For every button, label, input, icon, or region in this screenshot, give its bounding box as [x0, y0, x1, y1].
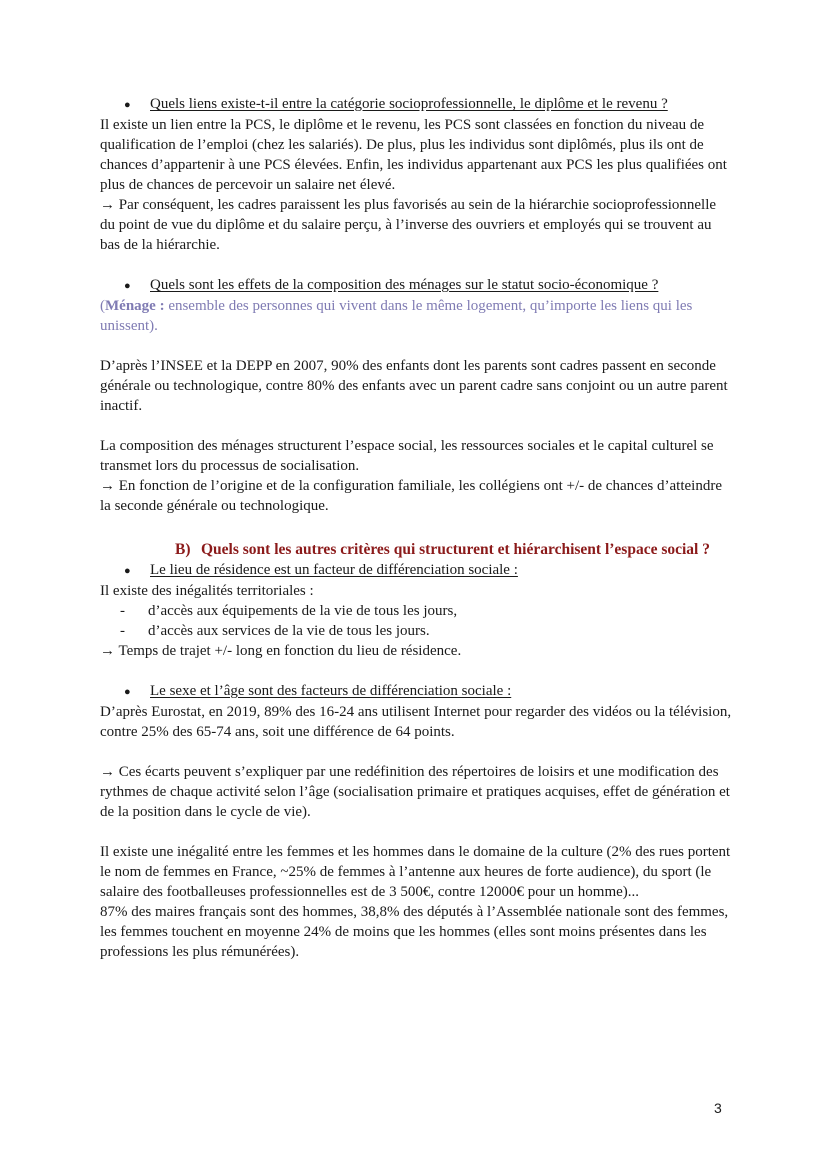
dash-marker: -	[120, 623, 125, 639]
document-page	[100, 94, 732, 962]
section-letter: B)	[175, 541, 191, 558]
question-heading: Le sexe et l’âge sont des facteurs de différenciation sociale :	[150, 683, 512, 699]
question-heading: Le lieu de résidence est un facteur de différenciation sociale :	[150, 562, 518, 578]
bullet-icon: ●	[124, 686, 131, 698]
bullet-icon: ●	[124, 565, 131, 577]
section-title-text: Quels sont les autres critères qui structurent et hiérarchisent l’espace social ?	[201, 541, 710, 558]
paragraph: La composition des ménages structurent l’espace social, les ressources sociales et le capital culturel se transmet lors du processus de socialisation.	[100, 438, 714, 474]
question-lieu-residence	[100, 560, 732, 581]
list-item	[100, 601, 732, 621]
paragraph: 87% des maires français sont des hommes, 38,8% des députés à l’Assemblée nationale sont des femmes, les femmes touchent en moyenne 24% de moins que les hommes (elles sont moins présentes dans les professions les plus rémunérées).	[100, 904, 729, 960]
question-sexe-age	[100, 681, 732, 702]
definition-text: ensemble des personnes qui vivent dans le même logement, qu’importe les liens qui les unissent).	[100, 298, 693, 334]
question-heading: Quels sont les effets de la composition des ménages sur le statut socio-économique ?	[150, 277, 659, 293]
paragraph: → Par conséquent, les cadres paraissent les plus favorisés au sein de la hiérarchie socioprofessionnelle du point de vue du diplôme et du salaire perçu, à l’inverse des ouvriers et employés qui se trouvent au bas de la hiérarchie.	[100, 197, 717, 253]
paragraph: → Ces écarts peuvent s’expliquer par une redéfinition des répertoires de loisirs et une modification des rythmes de chaque activité selon l’âge (socialisation primaire et pratiques acquises, effet de génération et de la position dans le cycle de vie).	[100, 764, 730, 820]
definition-term: Ménage :	[105, 298, 165, 314]
paragraph: Il existe des inégalités territoriales :	[100, 583, 314, 599]
list-item-text: d’accès aux services de la vie de tous les jours.	[148, 623, 430, 639]
section-b-title	[100, 540, 732, 560]
paragraph: → En fonction de l’origine et de la configuration familiale, les collégiens ont +/- de chances d’atteindre la seconde générale ou technologique.	[100, 478, 722, 514]
paragraph: D’après Eurostat, en 2019, 89% des 16-24 ans utilisent Internet pour regarder des vidéos ou la télévision, contre 25% des 65-74 ans, soit une différence de 64 points.	[100, 704, 732, 740]
bullet-icon: ●	[124, 99, 131, 111]
paragraph: → Temps de trajet +/- long en fonction du lieu de résidence.	[100, 643, 462, 659]
paragraph: Il existe une inégalité entre les femmes et les hommes dans le domaine de la culture (2% des rues portent le nom de femmes en France, ~25% de femmes à l’antenne aux heures de forte audience), du sport (le salaire des footballeuses professionnelles est de 3 500€, contre 12000€ pour un homme)...	[100, 844, 731, 900]
definition-open-paren: (	[100, 298, 105, 314]
dash-marker: -	[120, 603, 125, 619]
definition-menage	[100, 296, 732, 336]
bullet-icon: ●	[124, 280, 131, 292]
question-pcs-diplome-revenu	[100, 94, 732, 115]
paragraph: D’après l’INSEE et la DEPP en 2007, 90% des enfants dont les parents sont cadres passent en seconde générale ou technologique, contre 80% des enfants avec un parent cadre sans conjoint ou un autre parent inactif.	[100, 358, 728, 414]
list-item-text: d’accès aux équipements de la vie de tous les jours,	[148, 603, 458, 619]
question-composition-menages	[100, 275, 732, 296]
question-heading: Quels liens existe-t-il entre la catégorie socioprofessionnelle, le diplôme et le revenu ?	[150, 96, 668, 112]
page-number: 3	[714, 1100, 722, 1116]
list-item	[100, 621, 732, 641]
paragraph: Il existe un lien entre la PCS, le diplôme et le revenu, les PCS sont classées en fonction du niveau de qualification de l’emploi (chez les salariés). De plus, plus les individus sont diplômés, plus ils ont de chances d’appartenir à une PCS élevées. Enfin, les individus appartenant aux PCS les plus qualifiées ont plus de chances de percevoir un salaire net élevé.	[100, 117, 727, 193]
